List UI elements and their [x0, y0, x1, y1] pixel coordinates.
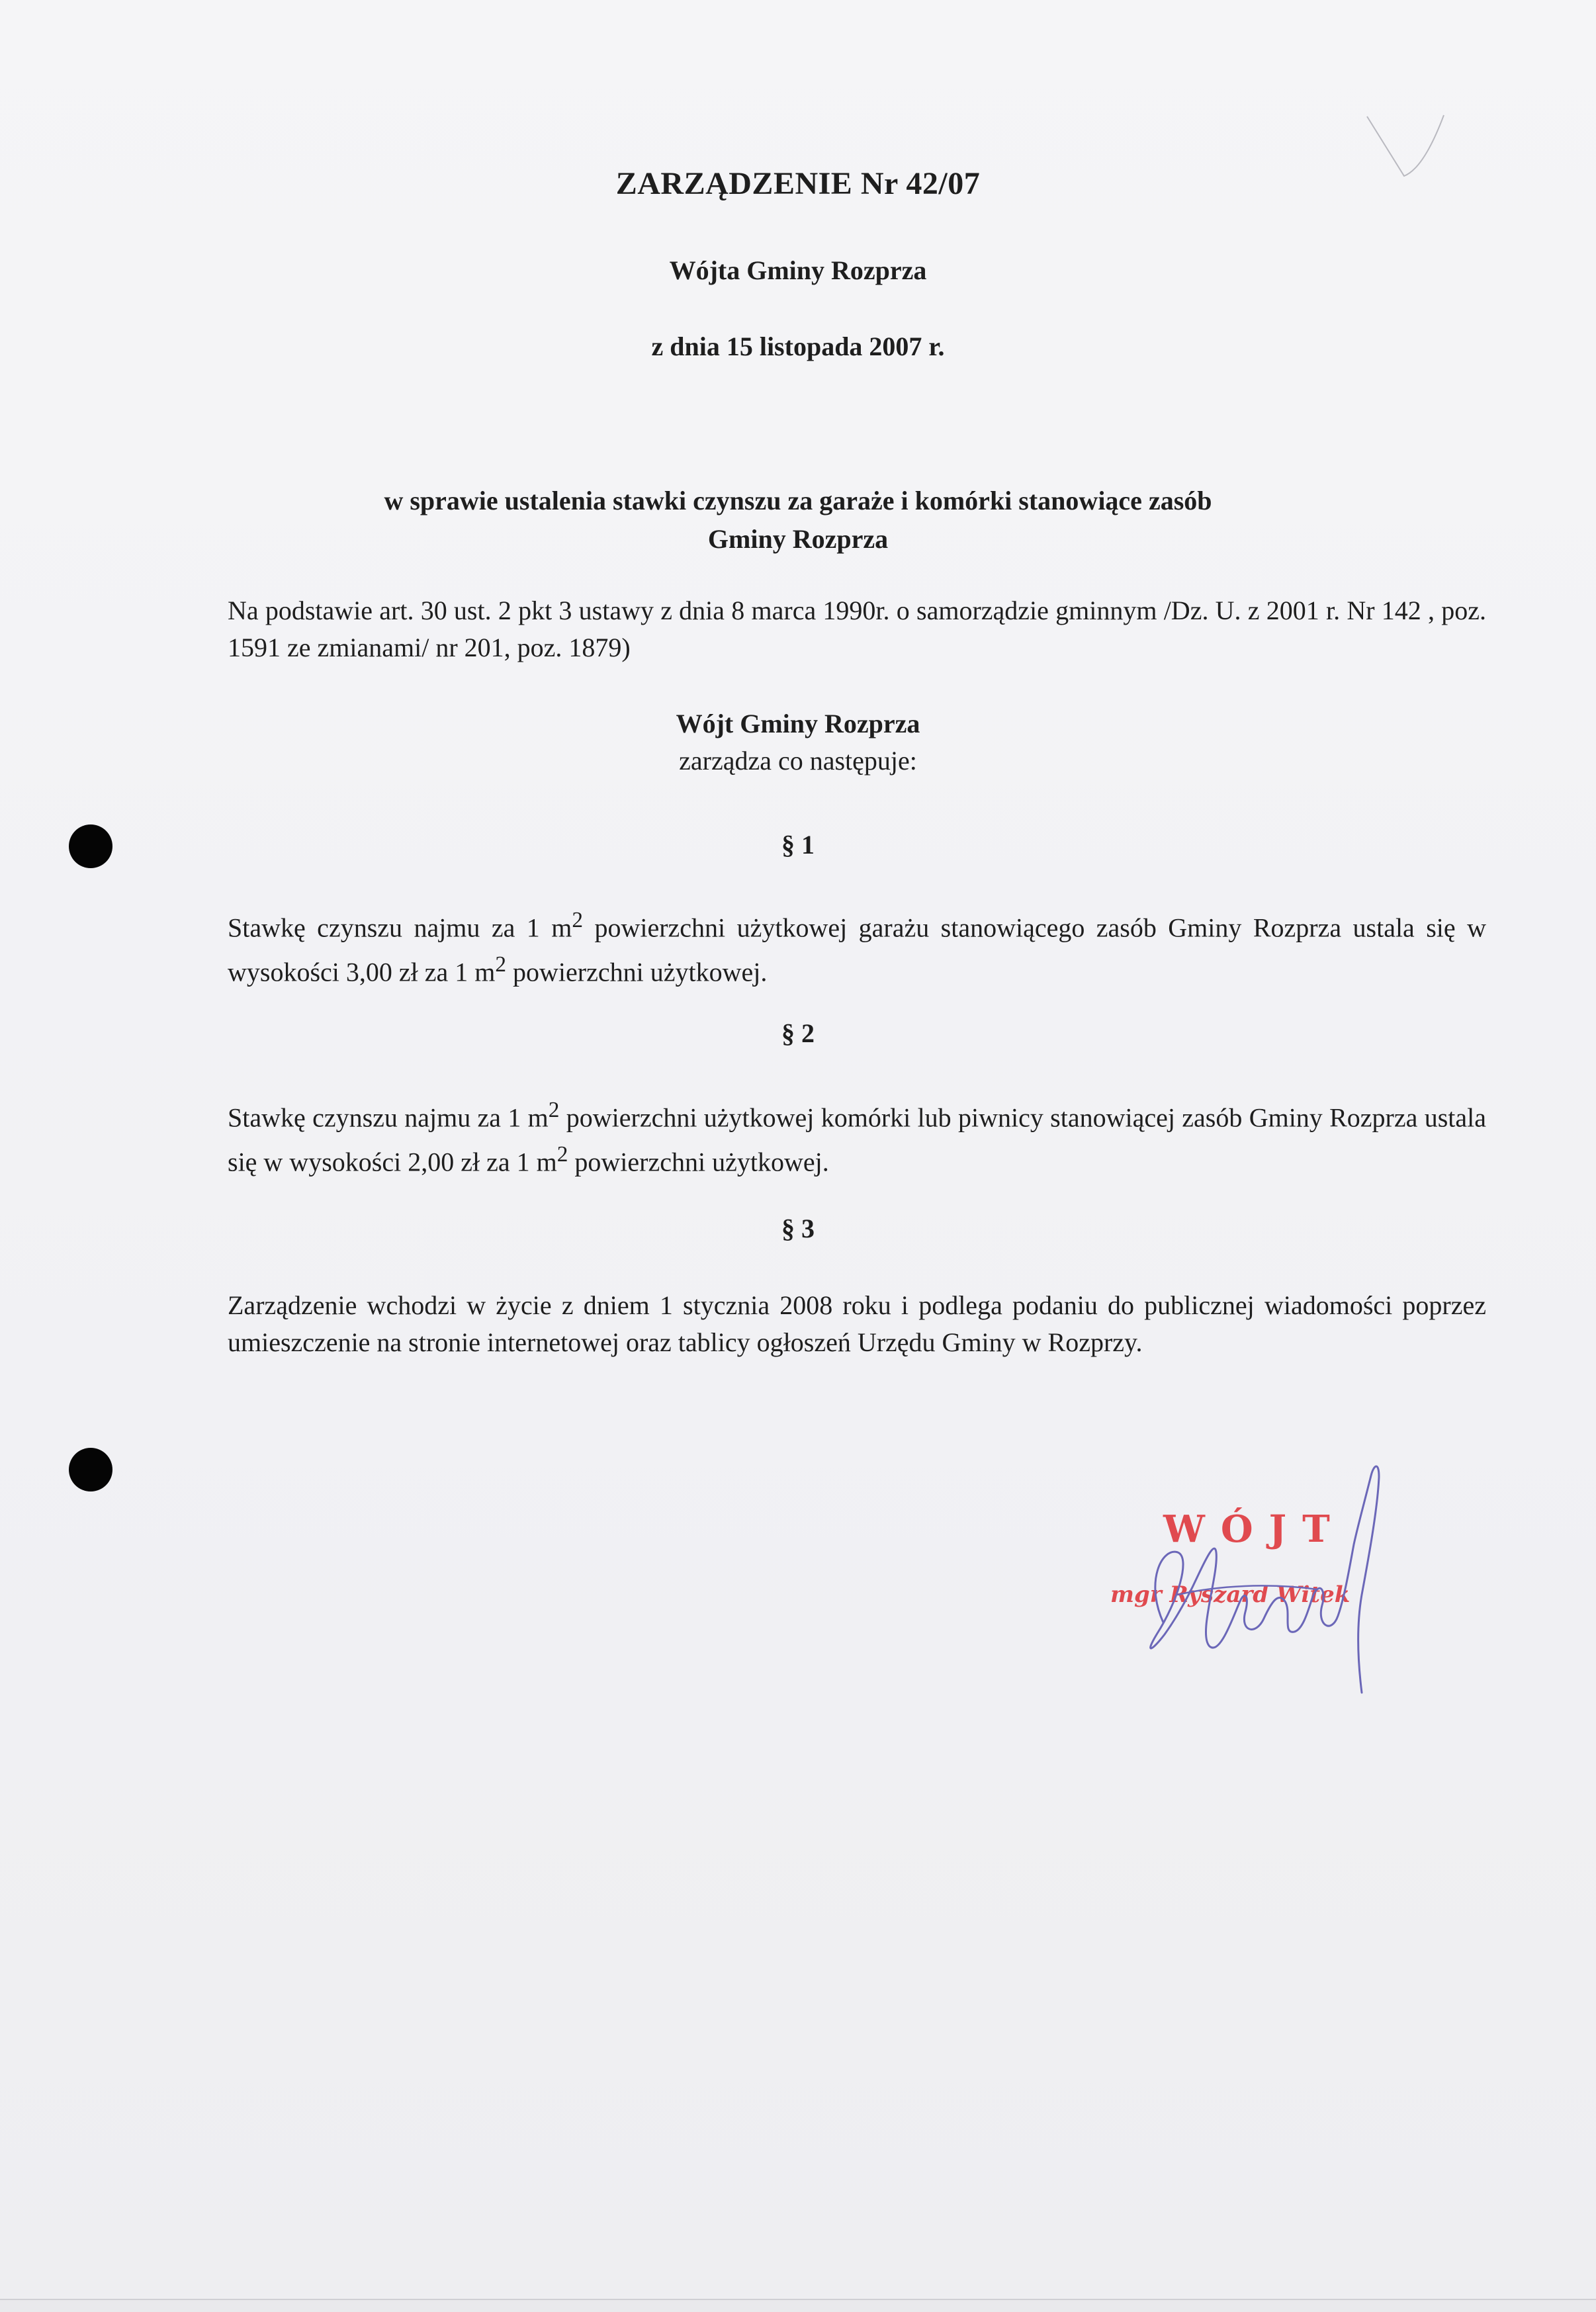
section-2-text: Stawkę czynszu najmu za 1 $m^2$ powierzchni użytkowej komórki lub piwnicy stanowiącej zasób Gminy Rozprza ustala się w wysokości 2,00 zł za 1 $m^2$ powierzchni użytkowej.: [228, 1098, 1486, 1177]
subject-line-1: w sprawie ustalenia stawki czynszu za garaże i komórki stanowiące zasób: [384, 486, 1212, 515]
stamp-and-signature: [1098, 1436, 1469, 1714]
section-3-text: Zarządzenie wchodzi w życie z dniem 1 stycznia 2008 roku i podlega podaniu do publicznej wiadomości poprzez umieszczenie na stronie internetowej oraz tablicy ogłoszeń Urzędu Gminy w Rozprzy.: [228, 1290, 1486, 1357]
section-2-heading: § 2: [781, 1018, 815, 1048]
section-1-heading: § 1: [781, 830, 815, 860]
punch-hole: [69, 1448, 112, 1491]
issuer-action: zarządza co następuje:: [679, 746, 917, 776]
section-1-text: Stawkę czynszu najmu za 1 $m^2$ powierzchni użytkowej garażu stanowiącego zasób Gminy Rozprza ustala się w wysokości 3,00 zł za 1 $m^2$ powierzchni użytkowej.: [228, 908, 1486, 987]
section-3-heading: § 3: [781, 1214, 815, 1243]
document-date: z dnia 15 listopada 2007 r.: [651, 332, 945, 361]
stamp-name: mgr Ryszard Witek: [1110, 1581, 1351, 1608]
stamp-title: WÓJT: [1163, 1507, 1346, 1551]
document-subject: [0, 482, 1596, 558]
document-subtitle: Wójta Gminy Rozprza: [669, 255, 927, 285]
issuer-heading: Wójt Gminy Rozprza: [676, 709, 920, 738]
subject-line-2: Gminy Rozprza: [707, 524, 889, 554]
document-title: ZARZĄDZENIE Nr 42/07: [615, 166, 981, 201]
handwritten-signature: [1098, 1436, 1469, 1714]
legal-basis: Na podstawie art. 30 ust. 2 pkt 3 ustawy z dnia 8 marca 1990r. o samorządzie gminnym /Dz. U. z 2001 r. Nr 142 , poz. 1591 ze zmianami/ nr 201, poz. 1879): [228, 596, 1486, 662]
page-bottom-edge: [0, 2299, 1596, 2312]
